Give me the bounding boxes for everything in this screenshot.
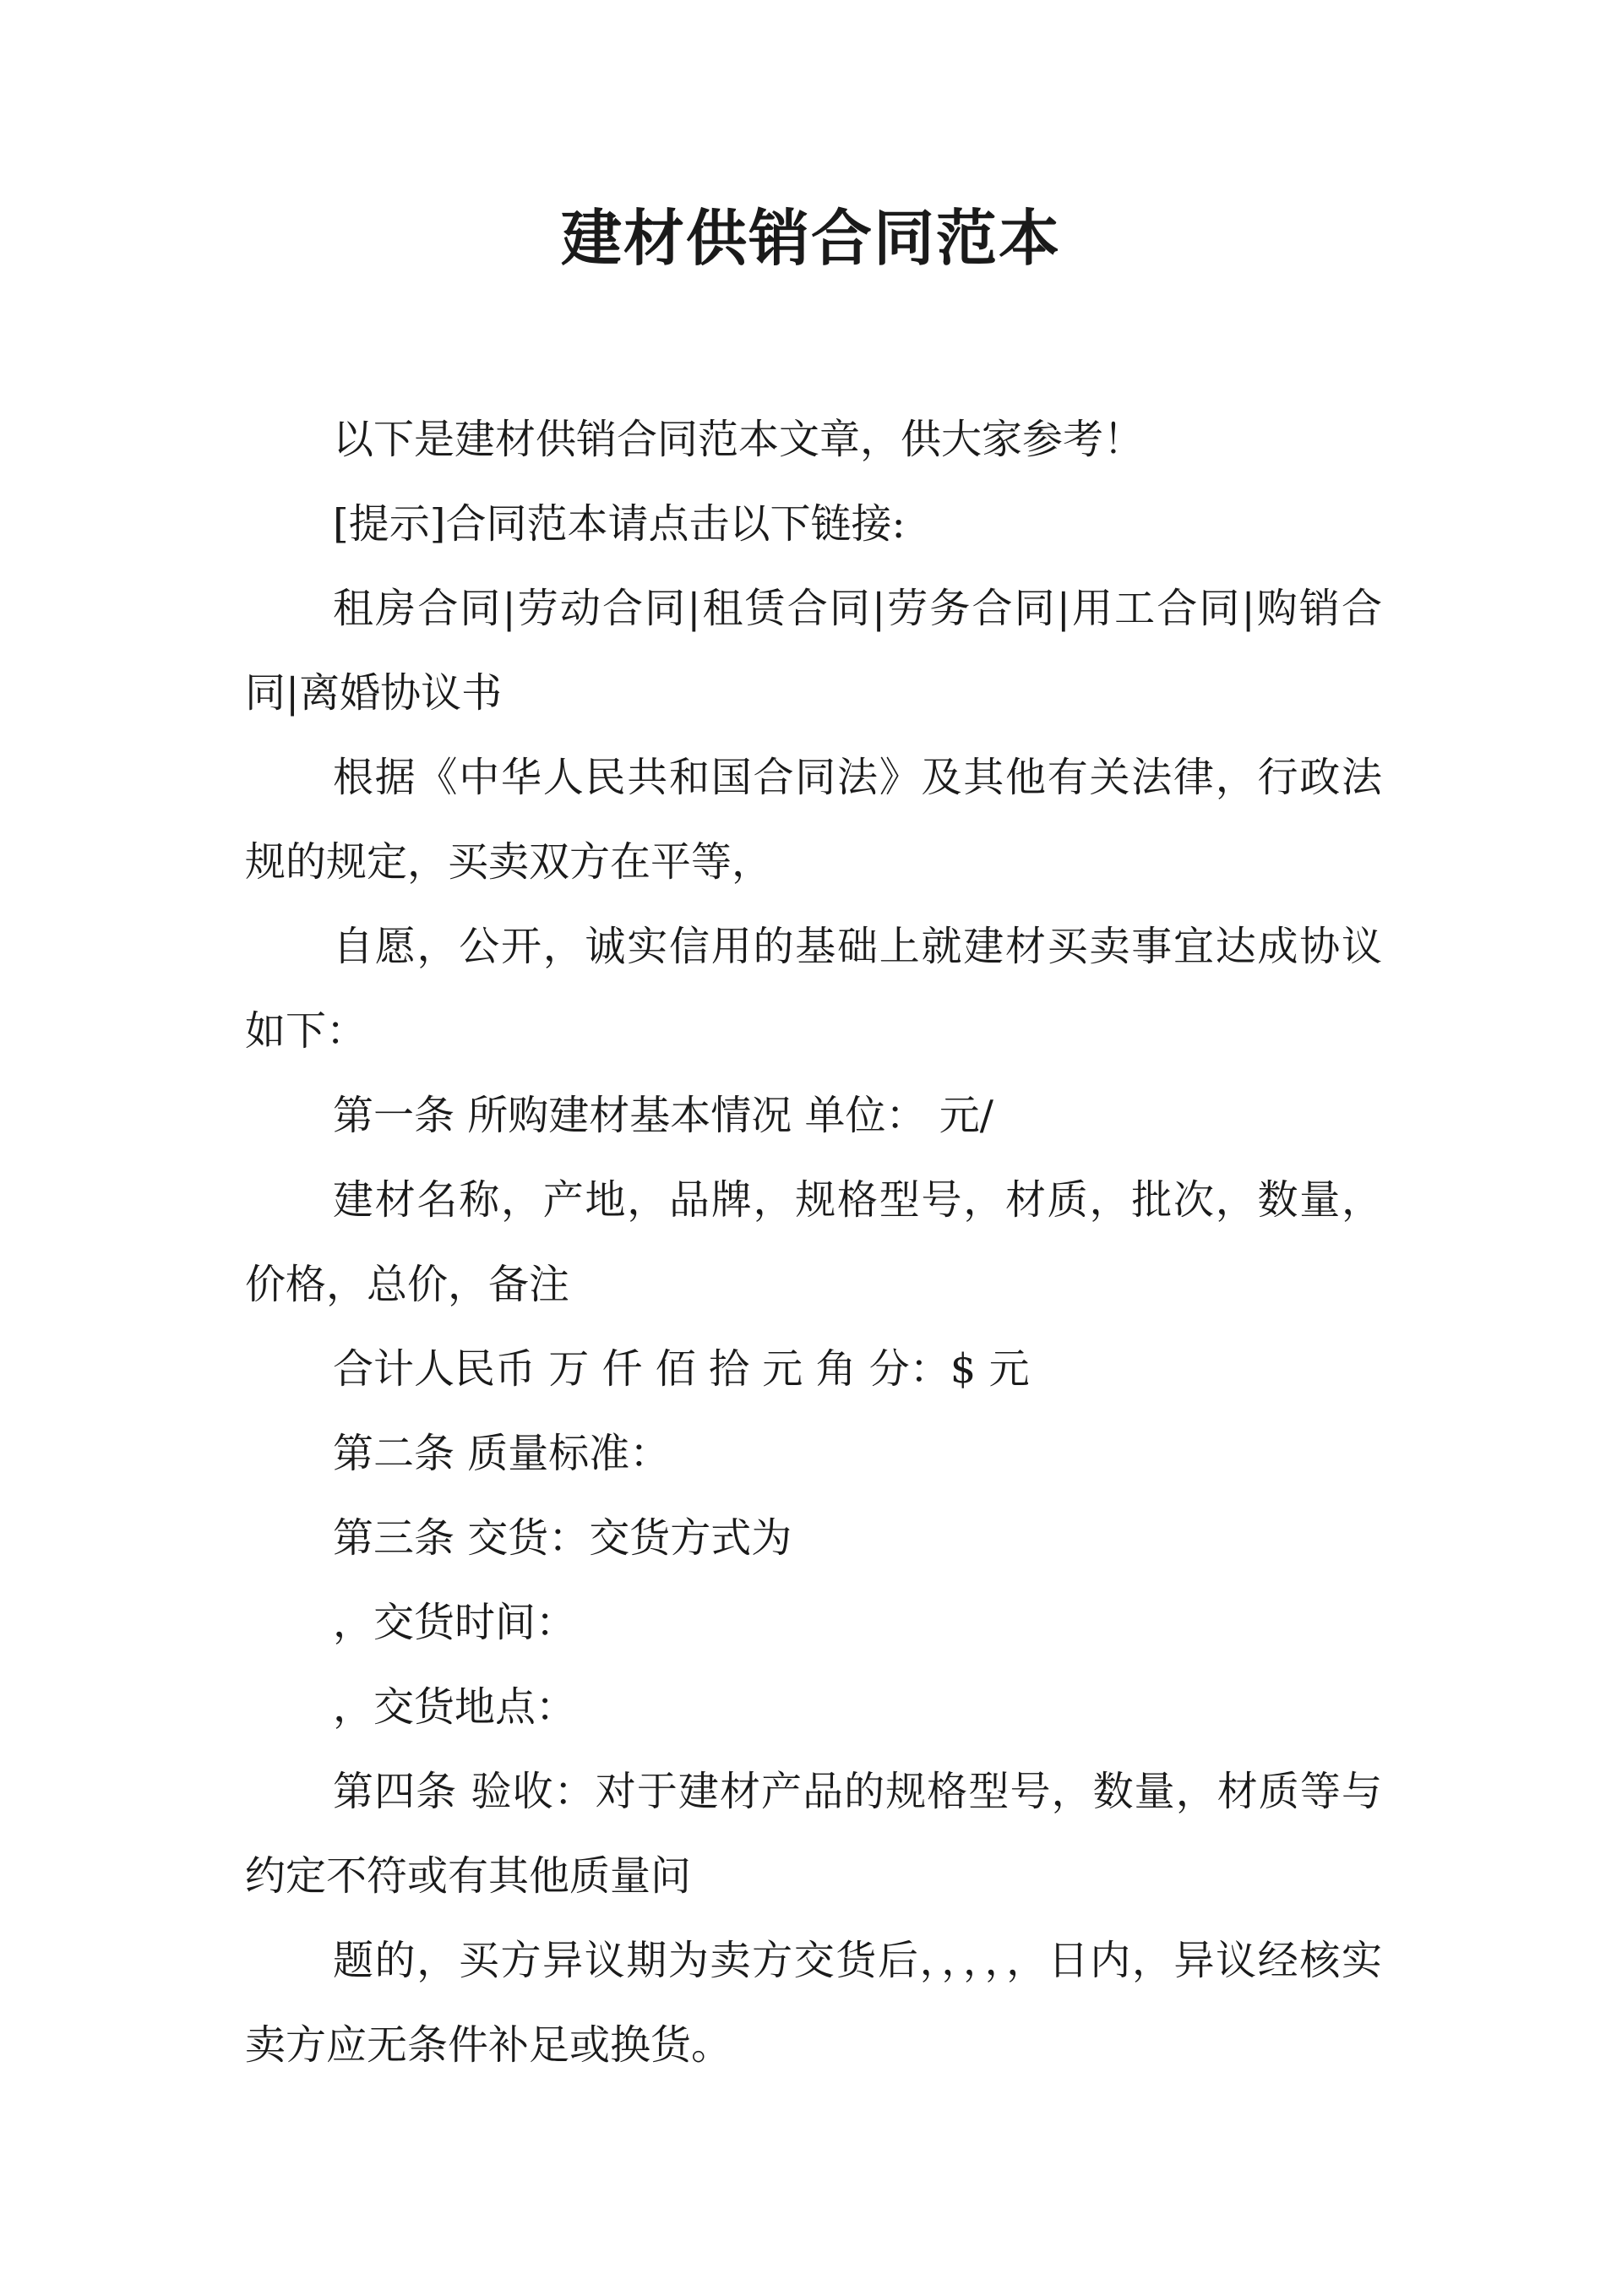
paragraph-objection-period: 题的，买方异议期为卖方交货后，，，，，日内，异议经核实卖方应无条件补足或换货。 (245, 1937, 1382, 2069)
paragraph-article-2: 第二条 质量标准： (333, 1430, 671, 1477)
paragraph-intro: 以下是建材供销合同范本文章，供大家参考！ (333, 416, 1145, 463)
paragraph-tip: [提示]合同范本请点击以下链接: (333, 500, 906, 548)
document-body (245, 397, 1382, 2087)
paragraph-total-amount: 合计人民币 万 仟 佰 拾 元 角 分：$ 元 (333, 1345, 1030, 1393)
document-title: 建材供销合同范本 (560, 202, 1061, 274)
paragraph-article-4: 第四条 验收：对于建材产品的规格型号，数量，材质等与约定不符或有其他质量问 (245, 1768, 1382, 1900)
paragraph-article-3: 第三条 交货：交货方式为 (333, 1514, 792, 1562)
paragraph-agreement: 自愿，公开，诚实信用的基础上就建材买卖事宜达成协议如下： (245, 923, 1382, 1055)
paragraph-article-1: 第一条 所购建材基本情况 单位： 元/ (333, 1092, 993, 1139)
paragraph-delivery-time: ，交货时间： (333, 1599, 577, 1646)
paragraph-links: 租房合同|劳动合同|租赁合同|劳务合同|用工合同|购销合同|离婚协议书 (245, 585, 1382, 717)
paragraph-legal-basis: 根据《中华人民共和国合同法》及其他有关法律，行政法规的规定，买卖双方在平等， (245, 754, 1382, 886)
paragraph-delivery-place: ，交货地点： (333, 1683, 577, 1731)
paragraph-material-fields: 建材名称，产地，品牌，规格型号，材质，批次，数量，价格，总价，备注 (245, 1176, 1382, 1308)
